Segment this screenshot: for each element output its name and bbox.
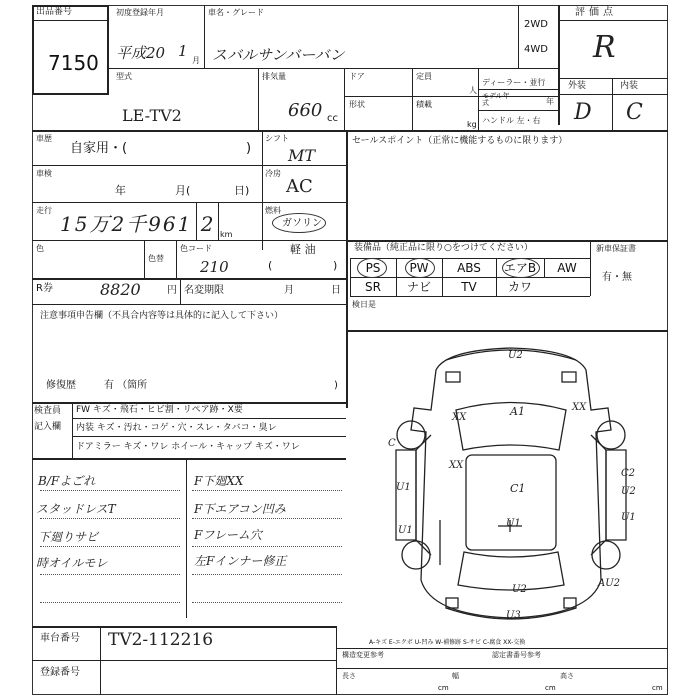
inspector-label-1: 検査員 (34, 406, 62, 416)
pw-circle (405, 258, 435, 278)
recycle-value: 8820 (100, 280, 141, 299)
color-label: 色 (36, 244, 44, 253)
cert-ref-label: 認定書番号参考 (492, 651, 541, 659)
note-left-1: B/Fよごれ (38, 474, 96, 488)
equip-tv: TV (461, 280, 477, 294)
note-left-2: スタッドレスT (36, 502, 116, 516)
inspection-month: 月( (175, 184, 191, 197)
height-label: 高さ (560, 672, 574, 680)
note-right-3: Fフレーム穴 (194, 528, 262, 542)
warranty-value: 有・無 (602, 272, 632, 283)
cm-unit-1: cm (438, 684, 449, 692)
score-value: R (593, 30, 616, 65)
fuel-paren-open: ( (268, 259, 273, 272)
name-change-month: 月 (284, 285, 294, 296)
interior-grade: C (626, 100, 643, 125)
first-registration-month: 1 (178, 42, 188, 60)
exterior-label: 外装 (568, 81, 587, 91)
mileage-unit: km (220, 230, 233, 239)
lot-number: 7150 (48, 51, 99, 75)
inspector-row-1: FW キズ・飛石・ヒビ割・リペア跡・X要 (76, 405, 243, 415)
note-right-1: F下廻XX (194, 474, 244, 488)
equip-aw: AW (557, 261, 577, 275)
damage-legend: A-キズ E-エクボ U-凹み W-補修跡 S-サビ C-腐食 XX-交換 (369, 639, 526, 646)
equip-airbag: エアB (503, 261, 537, 275)
note-right-4: 左Fインナー修正 (194, 554, 287, 568)
width-label: 幅 (452, 672, 459, 680)
fuel-paren-close: ) (333, 259, 338, 272)
inspector-row-3: ドアミラー キズ・ワレ ホイール・キャップ キズ・ワレ (76, 442, 300, 452)
cm-unit-3: cm (652, 684, 663, 692)
person-unit: 人 (469, 86, 477, 95)
name-change-label: 名変期限 (184, 285, 224, 296)
mark-u1-center: U1 (506, 518, 521, 529)
mark-u1-left: U1 (396, 482, 411, 493)
capacity-label: 定員 (416, 72, 432, 81)
shift-value: MT (288, 146, 316, 165)
fuel-gasoline: ガソリン (282, 218, 322, 229)
displacement-value: 660 (288, 100, 323, 121)
inspector-row-2: 内装 キズ・汚れ・コゲ・穴・スレ・タバコ・臭レ (76, 423, 277, 433)
interior-label: 内装 (620, 81, 639, 91)
history-value: 自家用・( (70, 141, 128, 156)
drive-4wd: 4WD (524, 44, 548, 55)
airbag-circle (502, 258, 540, 278)
ps-circle (357, 258, 387, 278)
inspection-day: 日) (234, 184, 250, 197)
new-warranty-label: 新車保証書 (596, 244, 636, 253)
repair-history-label: 修復歴 (46, 380, 76, 391)
length-label: 長さ (342, 672, 356, 680)
history-close: ) (246, 141, 252, 156)
chassis-number: TV2-112216 (108, 630, 214, 650)
color-replace-label: 色替 (148, 254, 164, 263)
cm-unit-2: cm (545, 684, 556, 692)
mark-au2: AU2 (598, 578, 621, 589)
mark-xx-3: XX (449, 460, 464, 471)
cc-unit: cc (327, 113, 338, 124)
inspection-date-label: 検日是 (352, 300, 376, 309)
car-name-label: 車名・グレード (208, 8, 264, 17)
dealer-label: ディーラー・並行 (482, 78, 546, 87)
frame-ref-label: 構造変更参考 (342, 651, 384, 659)
car-name: スバルサンバーバン (212, 46, 345, 64)
lot-number-box (32, 5, 109, 95)
recycle-label: R券 (36, 283, 53, 294)
mark-xx-2: XX (572, 402, 587, 413)
mark-xx-1: XX (452, 412, 467, 423)
chassis-label: 車台番号 (40, 633, 80, 644)
mark-c1: C1 (510, 482, 526, 495)
fuel-label: 燃料 (265, 206, 281, 215)
recycle-yen: 円 (167, 285, 177, 296)
inspection-year: 年 (115, 184, 126, 197)
door-label: ドア (349, 72, 365, 81)
score-label: 評価点 (575, 7, 617, 18)
mileage-value: 15万2千961 2 (60, 212, 216, 236)
mark-u2-right: U2 (621, 486, 636, 497)
equip-leather: カワ (507, 280, 532, 294)
color-code-label: 色コード (180, 244, 212, 253)
exterior-grade: D (574, 100, 592, 125)
equip-abs: ABS (457, 261, 481, 275)
equip-sr: SR (365, 280, 381, 294)
mark-c-left: C (388, 438, 396, 449)
model-code: LE-TV2 (122, 106, 182, 125)
displacement-label: 排気量 (262, 72, 286, 81)
mark-u1-left2: U1 (398, 525, 413, 536)
aircon-label: 冷房 (265, 169, 281, 178)
mark-u2-rear: U2 (512, 584, 527, 595)
registration-label: 登録番号 (40, 667, 80, 678)
inspector-label-2: 記入欄 (34, 422, 62, 432)
name-change-day: 日 (331, 285, 341, 296)
inspection-label: 車検 (36, 169, 52, 178)
first-registration-label: 初度登録年月 (116, 8, 164, 17)
model-label: 型式 (116, 72, 132, 81)
fuel-diesel: 軽 油 (290, 243, 316, 256)
mark-u1-right: U1 (621, 512, 636, 523)
note-left-4: 時オイルモレ (36, 556, 108, 570)
equip-navi: ナビ (406, 280, 431, 294)
load-label: 積載 (416, 100, 432, 109)
mark-c2: C2 (621, 468, 636, 479)
mileage-label: 走行 (36, 206, 52, 215)
history-label: 車歴 (36, 134, 52, 143)
equip-pw: PW (409, 261, 429, 275)
year-unit: 年 (546, 97, 554, 106)
aircon-value: AC (286, 176, 313, 197)
repair-history-value: 有 （箇所 (104, 380, 148, 391)
shift-label: シフト (265, 134, 289, 143)
mark-a1: A1 (510, 405, 525, 418)
drive-2wd: 2WD (524, 19, 548, 30)
first-registration-era: 平成20 (116, 44, 166, 62)
kg-unit: kg (467, 120, 477, 129)
month-unit: 月 (192, 56, 200, 65)
model-year-label: モデル年式 (482, 92, 510, 107)
repair-history-close: ) (334, 380, 338, 391)
equipment-label: 装備品（純正品に限り○をつけてください） (354, 243, 533, 253)
note-right-2: F下エアコン凹み (194, 502, 286, 516)
notes-title: 注意事項申告欄（不具合内容等は具体的に記入して下さい） (40, 311, 284, 321)
mark-u3-rear: U3 (506, 610, 521, 621)
color-code: 210 (200, 258, 229, 276)
form-label: 形状 (349, 100, 365, 109)
equip-ps: PS (365, 261, 381, 275)
sales-point-label: セールスポイント（正常に機能するものに限ります） (352, 136, 568, 146)
handle-label: ハンドル 左・右 (482, 116, 541, 125)
mark-u2-top: U2 (508, 350, 523, 361)
note-left-3: 下廻りサビ (38, 530, 99, 544)
lot-number-label: 出品番号 (36, 7, 73, 17)
